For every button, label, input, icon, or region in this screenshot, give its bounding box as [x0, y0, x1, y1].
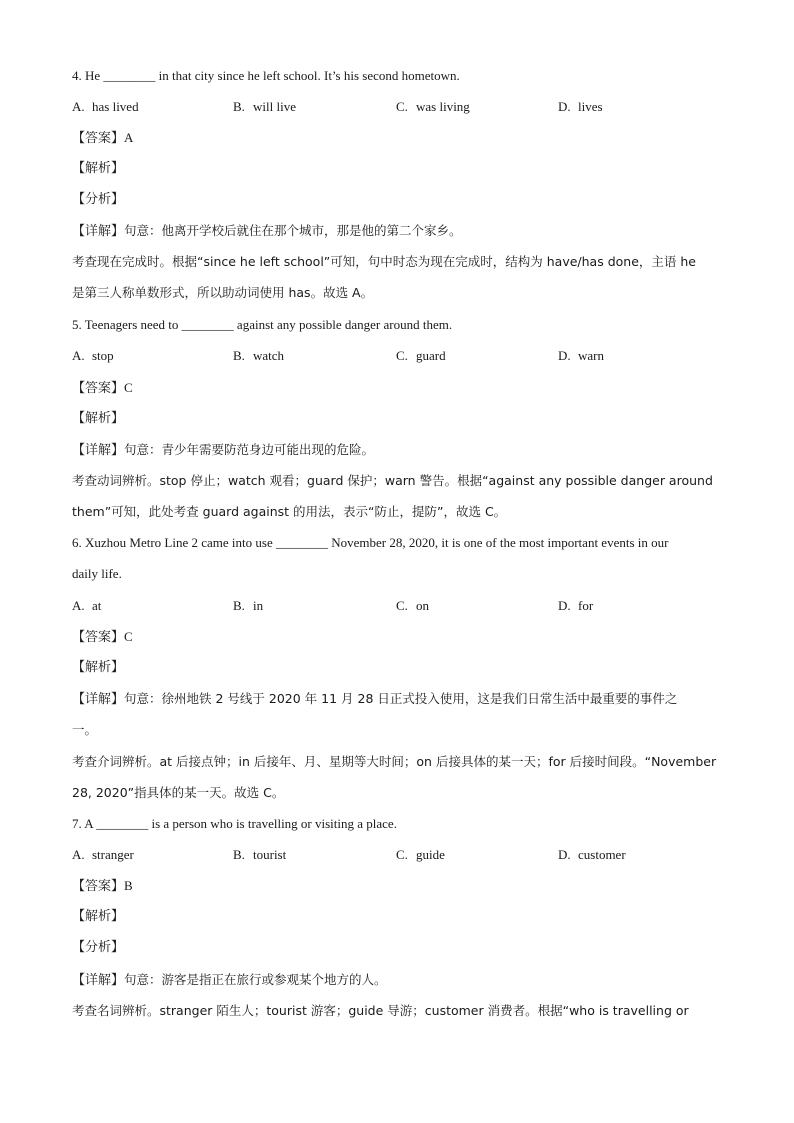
option-d: D. warn — [558, 348, 604, 363]
answer-line: 【答案】B — [72, 878, 133, 894]
answer-line: 【答案】C — [72, 380, 133, 396]
detail-line: 是第三人称单数形式，所以助动词使用 has。故选 A。 — [72, 285, 374, 300]
option-b: B. tourist — [233, 847, 287, 862]
option-d: D. for — [558, 598, 594, 613]
detail-line: them”可知，此处考查 guard against 的用法，表示“防止，提防”，故选 C。 — [72, 504, 507, 519]
detail-line: 考查介词辨析。at 后接点钟；in 后接年、月、星期等大时间；on 后接具体的某一天；for 后接时间段。“November — [72, 754, 717, 769]
option-b: B. watch — [233, 348, 285, 363]
option-a: A. stranger — [72, 847, 134, 862]
analysis-heading: 【解析】 — [72, 411, 125, 426]
detail-line: 【详解】句意：青少年需要防范身边可能出现的危险。 — [72, 442, 375, 458]
question-4-stem: 4. He ________ in that city since he left school. It’s his second hometown. — [72, 68, 460, 83]
detail-line: 【详解】句意：游客是指正在旅行或参观某个地方的人。 — [72, 972, 387, 988]
detail-line: 一。 — [72, 722, 98, 737]
analysis-heading: 【解析】 — [72, 909, 125, 924]
fenxi-heading: 【分析】 — [72, 940, 125, 955]
question-6-stem-cont: daily life. — [72, 566, 122, 581]
question-6-stem: 6. Xuzhou Metro Line 2 came into use ________ November 28, 2020, it is one of the most important events in our — [72, 535, 669, 550]
analysis-heading: 【解析】 — [72, 660, 125, 675]
detail-line: 【详解】句意：徐州地铁 2 号线于 2020 年 11 月 28 日正式投入使用，这是我们日常生活中最重要的事件之 — [72, 691, 678, 707]
detail-line: 考查名词辨析。stranger 陌生人；tourist 游客；guide 导游；customer 消费者。根据“who is travelling or — [72, 1003, 689, 1018]
option-c: C. guard — [396, 348, 446, 363]
question-7-stem: 7. A ________ is a person who is travelling or visiting a place. — [72, 816, 397, 831]
question-5-options — [72, 346, 728, 366]
question-5-stem: 5. Teenagers need to ________ against any possible danger around them. — [72, 317, 453, 332]
detail-line: 考查动词辨析。stop 停止；watch 观看；guard 保护；warn 警告。根据“against any possible danger around — [72, 473, 713, 488]
analysis-heading: 【解析】 — [72, 161, 125, 176]
question-4-options — [72, 97, 728, 117]
detail-line: 【详解】句意：他离开学校后就住在那个城市，那是他的第二个家乡。 — [72, 223, 462, 239]
option-d: D. customer — [558, 847, 626, 862]
option-b: B. will live — [233, 99, 296, 114]
option-a: A. at — [72, 598, 102, 613]
answer-line: 【答案】C — [72, 629, 133, 645]
detail-line: 考查现在完成时。根据“since he left school”可知，句中时态为现在完成时，结构为 have/has done，主语 he — [72, 254, 696, 269]
option-c: C. on — [396, 598, 429, 613]
option-c: C. was living — [396, 99, 470, 114]
option-a: A. has lived — [72, 99, 139, 114]
detail-line: 28, 2020”指具体的某一天。故选 C。 — [72, 785, 285, 800]
question-7-options — [72, 845, 728, 865]
option-a: A. stop — [72, 348, 114, 363]
option-d: D. lives — [558, 99, 603, 114]
answer-line: 【答案】A — [72, 130, 134, 146]
question-6-options — [72, 596, 728, 616]
option-b: B. in — [233, 598, 264, 613]
option-c: C. guide — [396, 847, 445, 862]
fenxi-heading: 【分析】 — [72, 192, 125, 207]
